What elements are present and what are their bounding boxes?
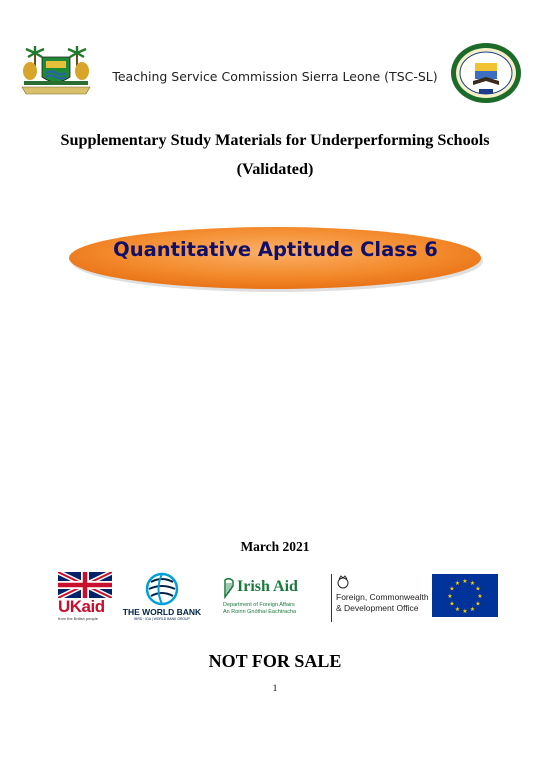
irish-aid-dept-line1: Department of Foreign Affairs xyxy=(223,602,295,608)
royal-crest-icon xyxy=(336,575,350,589)
ukaid-logo xyxy=(58,572,112,622)
world-bank-name: THE WORLD BANK xyxy=(122,607,202,617)
svg-text:★: ★ xyxy=(475,600,481,608)
svg-text:★: ★ xyxy=(454,580,461,587)
union-jack-icon xyxy=(58,572,112,598)
organization-header: Teaching Service Commission Sierra Leone (TSC-SL) xyxy=(112,69,438,84)
tsc-seal-icon xyxy=(449,41,523,105)
fcdo-line2: & Development Office xyxy=(336,603,419,613)
svg-text:★: ★ xyxy=(449,600,455,608)
svg-text:★: ★ xyxy=(449,585,455,593)
world-bank-logo xyxy=(121,572,203,624)
svg-text:★: ★ xyxy=(469,606,476,613)
globe-icon xyxy=(145,572,179,606)
svg-text:★: ★ xyxy=(462,578,468,585)
publication-date: March 2021 xyxy=(240,539,310,554)
document-title: Supplementary Study Materials for Underperforming Schools xyxy=(60,131,490,149)
svg-text:★: ★ xyxy=(447,593,453,600)
irish-aid-name: Irish Aid xyxy=(237,578,298,595)
world-bank-tagline: IBRD · IDA | WORLD BANK GROUP xyxy=(134,617,190,621)
svg-text:★: ★ xyxy=(475,585,481,593)
not-for-sale-notice: NOT FOR SALE xyxy=(208,651,342,671)
fcdo-line1: Foreign, Commonwealth xyxy=(336,592,429,602)
irish-aid-dept-line2: An Roinn Gnóthaí Eachtracha xyxy=(223,609,297,615)
irish-aid-logo xyxy=(221,575,313,623)
sierra-leone-arms-second-icon xyxy=(56,45,57,46)
ukaid-wordmark: UKaid xyxy=(58,597,105,616)
subject-banner-label: Quantitative Aptitude Class 6 xyxy=(113,238,438,261)
page-number: 1 xyxy=(272,684,278,694)
svg-text:★: ★ xyxy=(454,606,461,613)
document-subtitle: (Validated) xyxy=(236,160,314,178)
svg-text:★: ★ xyxy=(477,593,483,600)
ukaid-tagline: from the British people xyxy=(58,616,99,621)
fcdo-logo xyxy=(331,574,429,622)
harp-icon xyxy=(223,577,235,599)
eu-flag-icon xyxy=(432,574,498,617)
svg-text:★: ★ xyxy=(469,580,476,587)
svg-text:★: ★ xyxy=(462,608,468,615)
